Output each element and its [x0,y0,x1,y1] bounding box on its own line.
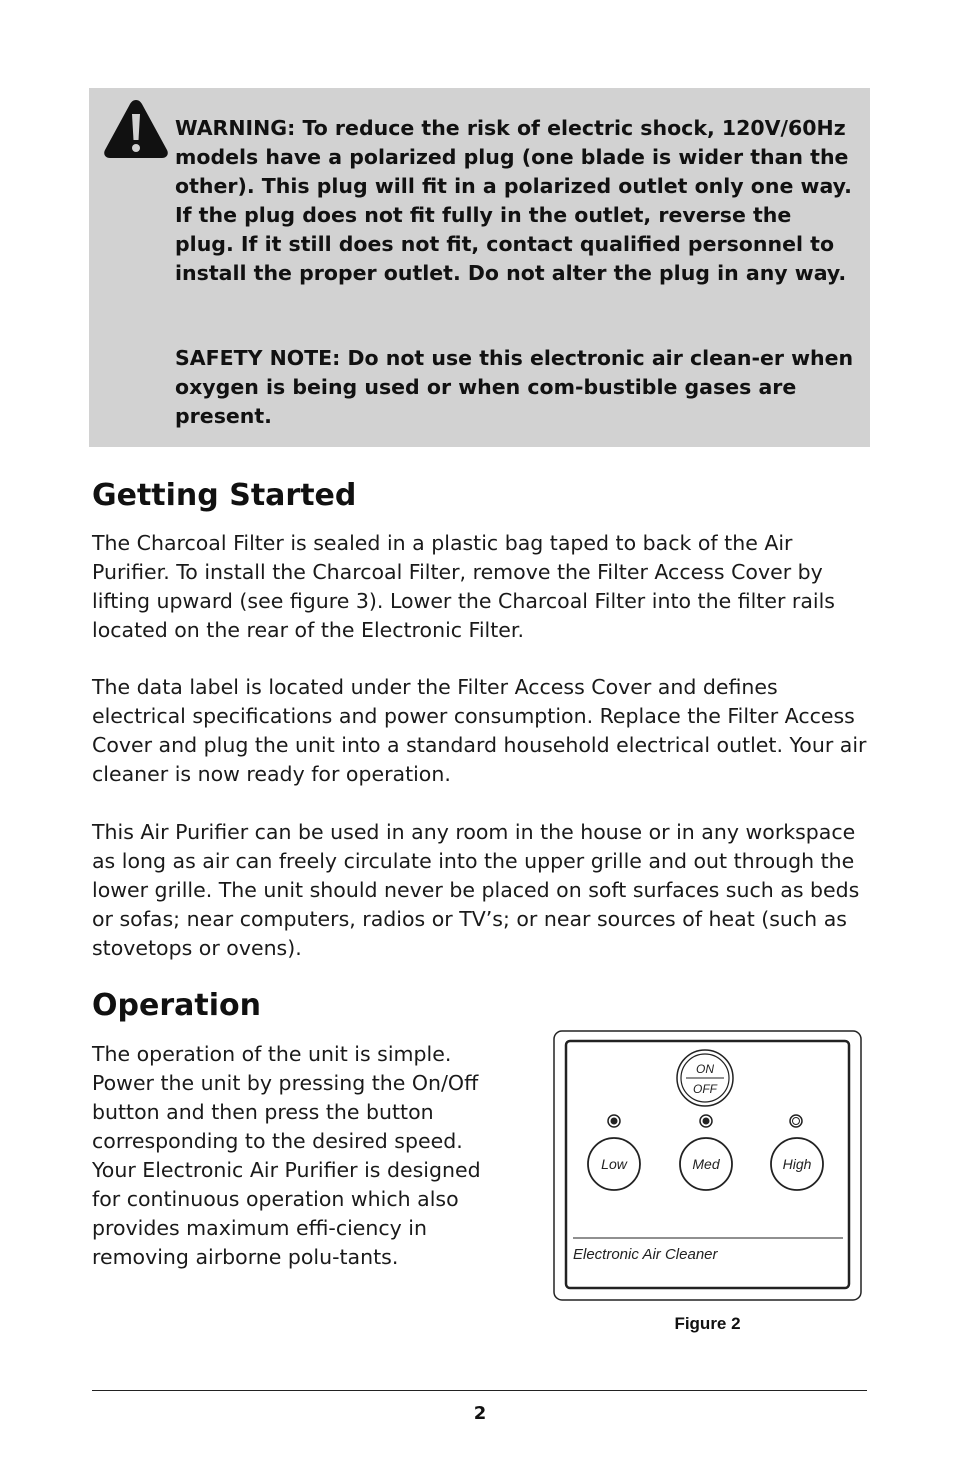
warning-text: WARNING: To reduce the risk of electric shock, 120V/60Hz models have a polarized plug (one blade is wider than the other). This plug will fit in a polarized outlet only one way. If the plug does not fit fully in the outlet, reverse the plug. If it still does not fit, contact qualified personnel to install the proper outlet. Do not alter the plug in any way. [175,116,852,285]
low-label: Low [601,1156,627,1172]
getting-started-paragraph: This Air Purifier can be used in any room in the house or in any workspace as long as air can freely circulate into the upper grille and out through the lower grille. The unit should never be placed on soft surfaces such as beds or sofas; near computers, radios or TV’s; or near sources of heat (such as stovetops or ovens). [92,820,860,960]
getting-started-paragraph: The data label is located under the Filter Access Cover and defines electrical specifications and power consumption. Replace the Filter Access Cover and plug the unit into a standard household electrical outlet. Your air cleaner is now ready for operation. [92,675,867,786]
figure-caption: Figure 2 [674,1314,741,1333]
warning-exclamation-icon [102,98,170,160]
indicator-light-low [608,1115,620,1127]
indicator-light-high [790,1115,802,1127]
speed-button-low [588,1138,640,1190]
indicator-light-med [700,1115,712,1127]
on-off-button [677,1050,733,1106]
operation-paragraph: The operation of the unit is simple. Power the unit by pressing the On/Off button and then press the button corresponding to the desired speed. Your Electronic Air Purifier is designed for continuous operation which also provides maximum effi-ciency in removing airborne polu-tants. [92,1042,481,1269]
safety-note: SAFETY NOTE: Do not use this electronic air clean-er when oxygen is being used or when com-bustible gases are present. [175,346,854,428]
panel-label: Electronic Air Cleaner [573,1246,718,1263]
off-label: OFF [693,1082,717,1096]
getting-started-heading: Getting Started [92,478,357,513]
getting-started-paragraph: The Charcoal Filter is sealed in a plastic bag taped to back of the Air Purifier. To install the Charcoal Filter, remove the Filter Access Cover by lifting upward (see figure 3). Lower the Charcoal Filter into the filter rails located on the rear of the Electronic Filter. [92,531,835,642]
med-label: Med [692,1156,720,1172]
speed-button-high [771,1138,823,1190]
warning-box [89,88,870,447]
operation-heading: Operation [92,988,261,1023]
control-panel-figure [553,1030,862,1301]
high-label: High [782,1156,812,1172]
footer-rule [92,1390,867,1391]
page-number: 2 [473,1403,487,1424]
on-label: ON [696,1062,714,1076]
speed-button-med [680,1138,732,1190]
